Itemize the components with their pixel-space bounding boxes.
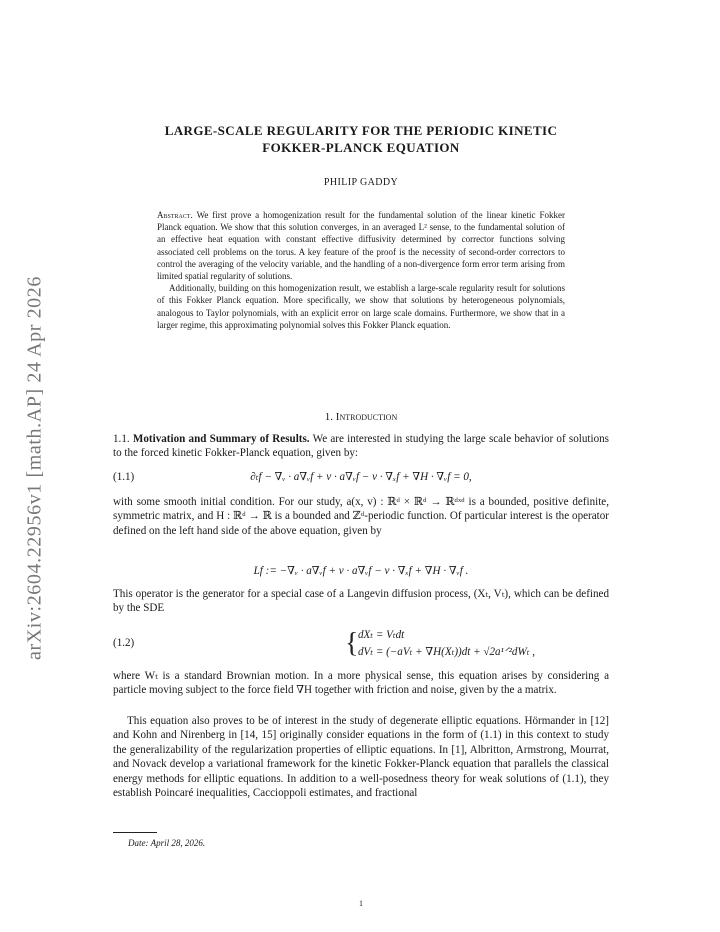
abstract-label: Abstract.: [157, 210, 193, 220]
equation-number-1-2: (1.2): [113, 637, 135, 649]
subsection-text: We are interested in studying the large scale behavior of solutions to the forced kinetic Fokker-Planck equation, given by:: [113, 433, 609, 460]
author-name: PHILIP GADDY: [323, 177, 399, 188]
arxiv-identifier: arXiv:2604.22956v1 [math.AP] 24 Apr 2026: [23, 276, 46, 660]
subsection-number: 1.1.: [113, 433, 130, 445]
operator-definition: Lf := −∇ᵥ · a∇ᵥf + v · a∇ᵥf − v · ∇ₓf + ∇H · ∇ᵥf .: [253, 565, 469, 577]
footnote-rule: [113, 832, 157, 833]
footnote-date: Date: April 28, 2026.: [128, 838, 206, 848]
abstract-paragraph-2: Additionally, building on this homogenization result, we establish a large-scale regularity result for solutions of this Fokker Planck equation. More specifically, we show that solutions by heterogeneous polynomials, analogous to Taylor polynomials, with an explicit error on large scale domains. Furthermore, we show that in a larger regime, this approximating polynomial solves this Fokker Planck equation.: [157, 283, 565, 330]
sde-line-1: dXₜ = Vₜdt: [358, 629, 405, 641]
equation-1-2: [113, 628, 609, 662]
title-line-2: FOKKER-PLANCK EQUATION: [262, 140, 460, 155]
title-line-1: LARGE-SCALE REGULARITY FOR THE PERIODIC KINETIC: [164, 123, 558, 138]
paragraph-brownian: where Wₜ is a standard Brownian motion. In a more physical sense, this equation arises by considering a particle moving subject to the force field ∇H together with friction and noise, given by the a matrix.: [113, 670, 609, 697]
paragraph-operator-setup: with some smooth initial condition. For our study, a(x, v) : ℝᵈ × ℝᵈ → ℝᵈˣᵈ is a bounded, positive definite, symmetric matrix, and H : ℝᵈ → ℝ is a bounded and ℤᵈ-periodic function. Of particular interest is the operator defined on the left hand side of the above equation, given by: [113, 496, 609, 537]
page-number: 1: [359, 899, 363, 908]
subsection-title: Motivation and Summary of Results.: [132, 433, 310, 445]
abstract: [157, 209, 565, 331]
section-heading: 1. Introduction: [324, 411, 398, 423]
abstract-paragraph-1: We first prove a homogenization result for the fundamental solution of the linear kinetic Fokker Planck equation. We show that this solution converges, in an averaged L² sense, to the fundamental solution of an effective heat equation with constant effective diffusivity determined by corrector functions solving associated cell problems on the torus. A key feature of the proof is the necessity of second-order correctors to control the averaging of the velocity variable, and the handling of a non-divergence form error term arising from limited spatial regularity of solutions.: [157, 210, 565, 282]
paragraph-elliptic: This equation also proves to be of interest in the study of degenerate elliptic equations. Hörmander in [12] and Kohn and Nirenberg in [14, 15] originally consider equations in the form of (1.1) in this context to study the generalizability of the regularization properties of elliptic equations. In [1], Albritton, Armstrong, Mourrat, and Novack develop a variational framework for the kinetic Fokker-Planck equation that parallels the classical energy methods for elliptic equations. In addition to a well-posedness theory for weak solutions of (1.1), they establish Poincaré inequalities, Caccioppoli estimates, and fractional: [113, 715, 609, 800]
sde-line-2: dVₜ = (−aVₜ + ∇H(Xₜ))dt + √2a¹ᐟ²dWₜ ,: [358, 646, 535, 658]
equation-number-1-1: (1.1): [113, 471, 135, 483]
subsection-intro: [113, 432, 609, 461]
paper-title: [113, 122, 609, 156]
system-brace: {: [345, 628, 359, 659]
equation-1-1-math: ∂ₜf − ∇ᵥ · a∇ᵥf + v · a∇ᵥf − v · ∇ₓf + ∇H · ∇ᵥf = 0,: [250, 471, 472, 483]
arxiv-sidebar: [20, 248, 50, 688]
paragraph-generator: This operator is the generator for a special case of a Langevin diffusion process, (Xₜ, Vₜ), which can be defined by the SDE: [113, 588, 609, 615]
